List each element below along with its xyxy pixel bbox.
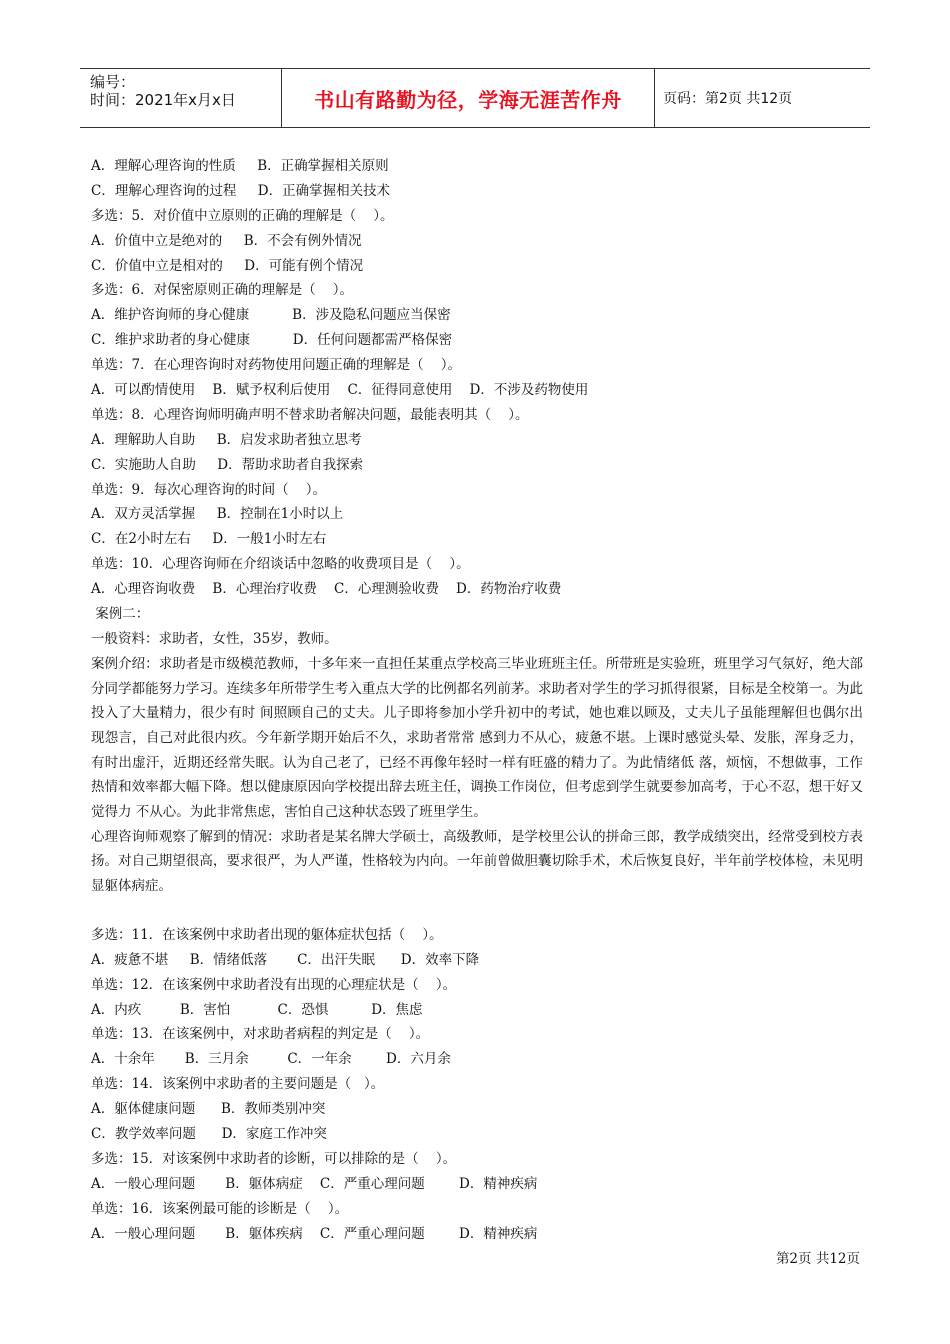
text-line: A．心理咨询收费 B．心理治疗收费 C．心理测验收费 D．药物治疗收费 bbox=[91, 581, 562, 598]
text-line: 单选：12．在该案例中求助者没有出现的心理症状是（ ）。 bbox=[91, 976, 457, 993]
text-line: A．一般心理问题 B．躯体病症 C．严重心理问题 D．精神疾病 bbox=[91, 1175, 538, 1192]
text-line: 多选：11．在该案例中求助者出现的躯体症状包括（ ）。 bbox=[91, 926, 443, 943]
text-line: 单选：9．每次心理咨询的时间（ ）。 bbox=[91, 481, 327, 498]
text-line: C．价值中立是相对的 D．可能有例个情况 bbox=[91, 257, 364, 274]
text-line: A．十余年 B．三月余 C．一年余 D．六月余 bbox=[91, 1051, 451, 1068]
text-line: 多选：15．对该案例中求助者的诊断，可以排除的是（ ）。 bbox=[91, 1150, 457, 1167]
text-line: 一般资料：求助者，女性，35岁，教师。 bbox=[91, 630, 338, 647]
text-line: 案例二： bbox=[91, 606, 150, 623]
text-line: 单选：13．在该案例中，对求助者病程的判定是（ ）。 bbox=[91, 1026, 430, 1043]
header-motto-cell bbox=[282, 69, 655, 127]
text-line: A．可以酌情使用 B．赋予权利后使用 C．征得同意使用 D．不涉及药物使用 bbox=[91, 382, 589, 399]
text-line: A．理解心理咨询的性质 B．正确掌握相关原则 bbox=[91, 158, 389, 174]
case-intro-paragraph: 案例介绍：求助者是市级模范教师，十多年来一直担任某重点学校高三毕业班班主任。所带班是实验班，班里学习气氛好，绝大部分同学都能努力学习。连续多年所带学生考入重点大学的比例都名列前茅。求助者对学生的学习抓得很紧，目标是全校第一。为此投入了大量精力，很少有时 间照顾自己的丈夫。儿子即将参加小学升初中的考试，她也难以顾及，丈夫儿子虽能理解但也偶尔出现怨言，自己对此很内疚。今年新学期开始后不久，求助者常常 感到力不从心，疲惫不堪。上课时感觉头晕、发胀，浑身乏力，有时出虚汗，近期还经常失眠。认为自己老了，已经不再像年轻时一样有旺盛的精力了。为此情绪低 落，烦恼，不想做事，工作热情和效率都大幅下降。想以健康原因向学校提出辞去班主任，调换工作岗位，但考虑到学生就要参加高考，于心不忍，想干好又觉得力 不从心。为此非常焦虑，害怕自己这种状态毁了班里学生。 bbox=[91, 655, 863, 821]
paragraph-gap bbox=[91, 899, 863, 923]
text-line: A．维护咨询师的身心健康 B．涉及隐私问题应当保密 bbox=[91, 307, 451, 324]
text-line: A．内疚 B．害怕 C．恐惧 D．焦虑 bbox=[91, 1001, 423, 1018]
text-line: 单选：16．该案例最可能的诊断是（ ）。 bbox=[91, 1200, 349, 1217]
text-line: C．在2小时左右 D．一般1小时左右 bbox=[91, 531, 327, 548]
text-line: C．实施助人自助 D．帮助求助者自我探索 bbox=[91, 456, 364, 473]
text-line: A．双方灵活掌握 B．控制在1小时以上 bbox=[91, 506, 344, 523]
page-header bbox=[80, 68, 870, 128]
text-line: A．躯体健康问题 B．教师类别冲突 bbox=[91, 1101, 326, 1118]
text-line: 单选：7．在心理咨询时对药物使用问题正确的理解是（ ）。 bbox=[91, 357, 462, 374]
text-line: 多选：5．对价值中立原则的正确的理解是（ ）。 bbox=[91, 207, 394, 224]
text-line: A．一般心理问题 B．躯体疾病 C．严重心理问题 D．精神疾病 bbox=[91, 1225, 538, 1242]
header-motto: 书山有路勤为径，学海无涯苦作舟 bbox=[314, 87, 622, 112]
text-line: A．疲惫不堪 B．情绪低落 C．出汗失眠 D．效率下降 bbox=[91, 951, 480, 968]
text-line: C．教学效率问题 D．家庭工作冲突 bbox=[91, 1125, 327, 1142]
text-line: C．维护求助者的身心健康 D．任何问题都需严格保密 bbox=[91, 332, 453, 349]
questions-section-b bbox=[91, 923, 863, 1247]
text-line: C．理解心理咨询的过程 D．正确掌握相关技术 bbox=[91, 182, 391, 199]
time-label: 时间：2021年x月x日 bbox=[90, 91, 236, 109]
header-left-cell bbox=[80, 69, 282, 127]
text-line: 单选：10．心理咨询师在介绍谈话中忽略的收费项目是（ ）。 bbox=[91, 556, 470, 573]
header-page-cell bbox=[655, 69, 870, 127]
questions-section-a bbox=[91, 154, 863, 652]
observation-paragraph: 心理咨询师观察了解到的情况：求助者是某名牌大学硕士，高级教师，是学校里公认的拼命三郎，教学成绩突出，经常受到校方表扬。对自己期望很高，要求很严，为人严谨，性格较为内向。一年前曾做胆囊切除手术，术后恢复良好，半年前学校体检，未见明显躯体病症。 bbox=[91, 828, 863, 895]
text-line: 单选：14．该案例中求助者的主要问题是（ ）。 bbox=[91, 1076, 385, 1093]
document-body bbox=[91, 154, 863, 1246]
doc-number-label: 编号： bbox=[90, 73, 136, 91]
header-page-info: 页码：第2页 共12页 bbox=[663, 91, 793, 107]
text-line: A．理解助人自助 B．启发求助者独立思考 bbox=[91, 431, 362, 448]
text-line: 多选：6．对保密原则正确的理解是（ ）。 bbox=[91, 282, 354, 299]
page-footer: 第2页 共12页 bbox=[775, 1251, 860, 1267]
text-line: 单选：8．心理咨询师明确声明不替求助者解决问题，最能表明其（ ）。 bbox=[91, 406, 529, 423]
text-line: A．价值中立是绝对的 B．不会有例外情况 bbox=[91, 232, 362, 249]
